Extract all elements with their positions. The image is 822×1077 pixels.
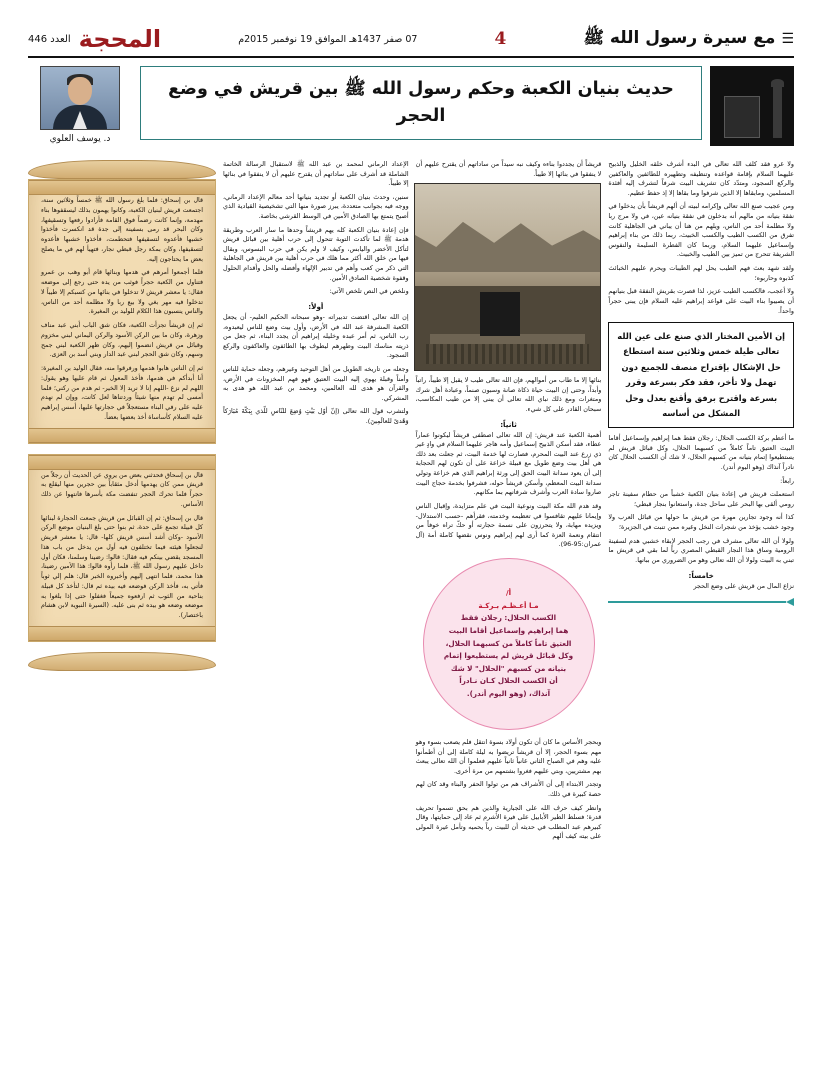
paragraph: وبحجر الأساس ما كان أن تكون أولاد بسوة انتقل فلم يصعب بسوء وهو مهم بسوء الحجر، إلا أن قريشاً تريضوا به ليلة كاملة إلى أن أطمأنوا عليه وهم في الصباح الثاني غانياً ثانياً عليهم فعلموا أن الله تعالى يبعث بهم مشتريين، وبتي عليهم فغروا بشتمهم من مرة أخرى. bbox=[415, 737, 602, 775]
paragraph: ولا أعجب، فالكسب الطيب عزيز، لذا قصرت بقريش النفقة قبل بنيانهم أن يصيبوا بناء البيت على قواعد إبراهيم عليه السلام فإن يبنى حجراً واحداً. bbox=[608, 287, 794, 315]
callout-line: العتيق تاماً كاملاً من كسبهما الحلال، bbox=[445, 638, 572, 648]
paragraph: ولا غرو فقد كلف الله تعالى في البدء أشرف خلقه الخليل والذبيح عليهما السلام بإقامة قواعده وتنظيفه وتطهيره للطائفين والعاكفين والركع السجود، ومتدّد كان تشريف البيت شرفاً لتشرف إليه أفئدة المسلمين، ومابقاها إلا الذين شرفوا وما بقاها إلا إذ حفظ عظيم. bbox=[608, 160, 794, 197]
callout-line: أن الكسب الحلال كـان نـادراً bbox=[459, 676, 558, 686]
paragraph: قال بن إسحاق: فلما بلغ رسول الله ﷺ خمساً وثلاثين سنة، اجتمعت قريش لبنيان الكعبة، وكانوا يهمون بذلك ليسقفوها بناء مهدمة، وإنما كانت رضماً فوق القامة فأرادوا رفعها وتسقيفها، وكان البحر قد رمى بسفينة إلى جدة قد انكسرت فأخذوا خشبها فأعدوه لتسقيفها فتحطمت، فأخذوا خشبها فأعدوه لتسقيفها، وكان بمكة رجل قبطي نجار، فتهيأ لهم في ما يصلح بعض ما يحتاجون إليه. bbox=[40, 197, 203, 263]
paragraph: أهمية الكعبة عند قريش: إن الله تعالى اصطفى قريشاً ليكونوا عماراً عطاء، فقد أسكن الذبيح إسماعيل وأمه هاجر عليهما السلام في وادٍ غير ذي زرع عند البيت المحرم، فصارت لها خدمة البيت، ثم جعلت بعد ذلك هي أهل بيت وضع طويل مع قبيلة خزاعة على أن تكون لهم الحجابة إلى أن يعود سدانة البيت الحق إلى ورثة إبراهيم الذي هم خزاعة وتولي سدانة البيت المعظم، وأسكن قريشاً حوله، فشرفوا بخدمة حجاج البيت صاروا سادة العرب وأشرف شرفانهم بما مكانهم. bbox=[415, 430, 602, 497]
paper-brand-block bbox=[28, 27, 161, 51]
paragraph: وتجدر الابتداء إلى أن الأشراف هم من تولوا الحفر والبناء وقد كان لهم حصة كبيرة في ذلك. bbox=[415, 780, 602, 799]
pull-quote: إن الأمين المختار الذي صنع على عين الله تعالى طيلة خمس وثلاثين سنة استطاع حل الإشكال بإقتراح منصف للجميع دون تهمل ولا تأخر، فقد فكر بسرعة وقرر بسرعة واقترح برفق وأقنع بعدل وحل المشكل من أساسه bbox=[608, 322, 794, 428]
paragraph: ثم إن قريشاً تجزأت الكعبة، فكان شق الباب أبني عبد مناف وزهرة، وكان ما بين الركن الأسود والركن اليماني لبني مخزوم وقبائل من قريش انضموا إليهم، وكان ظهر الكعبة لبني جمح وسهم، وكان شق الحجر لبني عبد الدار وبني أسد بن العزى. bbox=[40, 322, 203, 359]
callout-line: بنيانه من كسبهم "الحلال" لا شك bbox=[450, 663, 567, 673]
author-name: د. يوسف العلوي bbox=[49, 134, 111, 144]
author-block bbox=[28, 66, 132, 144]
scroll-curl-top bbox=[28, 160, 216, 179]
date-block bbox=[238, 34, 417, 45]
paragraph: ولقد شهد بعث فهم الطيب يحل لهم الطيبات ويحرم عليهم الخبائث كذبوه وحاربوه؛ bbox=[608, 264, 794, 282]
kaaba-cube-shape bbox=[724, 96, 760, 138]
scroll-panel-top bbox=[28, 179, 216, 444]
headline-area bbox=[28, 66, 794, 152]
subheading: أولاً: bbox=[308, 301, 324, 311]
page-title: حديث بنيان الكعبة وحكم رسول الله ﷺ بين قريش في وضع الحجر bbox=[168, 78, 674, 126]
column-1 bbox=[608, 160, 794, 1053]
paragraph: ما أعظم بركة الكسب الحلال: رجلان فقط هما إبراهيم وإسماعيل أقاما البيت العتيق تاماً كاملاً من كسبهما الحلال، وكل قبائل قريش لم يستطيعوا إتمام بنيانه من كسبهم الحلال، لا شك أن الكسب الحلال كان نادراً آنذاك (وهو اليوم أندر). bbox=[608, 434, 794, 472]
mosque-emblem-icon: ☰ bbox=[781, 31, 794, 47]
paragraph: قال بن إسحاق: ثم إن القبائل من قريش جمعت الحجارة لبنائها كل قبيلة تجمع على حدة، ثم بنوا حتى بلغ البنيان موضع الركن الأسود -وكان أشد أسس قريش كلها- قال: يا معشر قريش لنجعلوا هيئته فيما تختلفون فيه أول من يدخل من باب هذا المسجد يقضي بينكم فيه فقال: قالوا: رضينا وسلمنا، فكان أول داخل عليهم رسول الله ﷺ، فلما رأوه قالوا: هذا الأمين رضينا، هذا محمد، فلما انتهى إليهم وأخبروه الخبر قال: هلم إلي ثوباً فأتي به، فأخذ الركن فوضعه فيه بيده ثم قال: لتأخذ كل قبيلة بناحية من الثوب ثم ارفعوه جميعاً فغفلوا حتى إذا بلغوا به موضعه وضعه هو بيده ثم بنى عليه. (السيرة النبوية لابن هشام باختصار). bbox=[40, 514, 203, 619]
avatar-face bbox=[68, 77, 92, 105]
paragraph: نزاع المال من قريش على وضع الحجر bbox=[693, 581, 794, 590]
paragraph: قال بن إسحاق فحدثني بعض من يروي عن الحديث أن رجلاً من قريش ممن كان يهدمها أدخل مثقاباً بين حجرين منها ليقلع به حجراً فلما تحرك الحجر تنفضت مكة بأسرها فانتهوا عن ذلك الأساس. bbox=[40, 471, 203, 508]
section-title: مع سيرة رسول الله ﷺ bbox=[583, 27, 776, 48]
subheading: خامساً: bbox=[688, 570, 714, 580]
avatar bbox=[40, 66, 120, 130]
historic-mecca-photo bbox=[414, 183, 602, 371]
article-body bbox=[28, 160, 794, 1053]
paragraph: قريشاً أن يجددوا بناءه وكيف نبه سيداً من ساداتهم أن يقترح عليهم أن لا ينفقوا في بنائها إلا طيباً. bbox=[415, 160, 602, 178]
paragraph: ونلخص في النص تلخص الآتي: bbox=[329, 287, 409, 296]
paragraph: وجعله من تاريخه الطويل من أهل التوحيد وغيرهم، وجعله حماية للناس وأمناً وقبلة يهوي إليه البيت العتيق فهو فهم المخزونات في الأرض، والقرآن هو هدى لله العالمين، ومحمد بن عبد الله هو هدى به المشركي. bbox=[222, 364, 409, 402]
paragraph: ثم إن الناس هابوا هدمها ورفرقوا منه، فقال الوليد بن المغيرة: أنا أبدأكم في هدمها، فأخذ المعول ثم قام عليها وهو يقول: اللهم لم نزغ -اللهم إنا لا نريد إلا الخير- ثم هدم من ركني؛ فلما أمسى لم تهدم منها شيئاً وردتناها لعل كانت، ووإن لم نهدم عليه على رفي البناء مستعجلاً في حجارتها عليها، أسس إبراهيم عليه السلام كأساساة أخذ بعضها بعضاً. bbox=[40, 365, 203, 421]
paragraph: ولولا أن الله تعالى مشرف في رجب الحجر لإبقاء خشبي هدم لسفينة الرومية وساق هذا النجار القبطي المصري رباً لما بقي في قريش ما تبني به البيت ولولا أن الله تعالى وهو من الضروري من ببانها. bbox=[608, 536, 794, 564]
minaret-shape bbox=[773, 86, 782, 138]
paragraph: رابعاً: bbox=[780, 476, 794, 485]
paragraph: وقد هدم الله مكة البيت ونوعية البيت في علم متزايدة، وإقبال الناس وإيمانا عليهم تقافسوا في تعظيمه وخدمته، فقرأهم -حسب الاستدلال- ويزيده مهابة، ولا يتحرزون على نسمة حجارته أو حكّ تراه خوفاً من انتقام ونعمة العزة كما أرى لهم إبراهيم ونوس نقضها كاملة أمة (آل عمران:95-96). bbox=[415, 501, 602, 549]
paragraph: الإعداد الرماني لمحمد بن عبد الله ﷺ لاستقبال الرسالة الخاتمة الشاملة قد أشرف على ساداتهم أن يقترح عليهم أن لا ينفقوا في بنائها إلا طيباً. bbox=[222, 160, 409, 188]
paragraph: وانظر كيف حرف الله على الجبارية والذين هم بحق تسموا تحريف قدرة؛ فسلط الطير الأبابيل على فيرة الأشرم ثم عاد إلى حمايتها، وقال كبيرهم عبد المطلب في حديثه أن للبيت رباً يحميه وتأمل غيرة المولى على بيته كيف ألهم bbox=[415, 803, 602, 841]
paragraph: استعملت قريش في إعادة بنيان الكعبة خشباً من حطام سفينة تاجر رومي ألقى بها البحر على ساحل جدة، واستعانوا بنجار قبطي؛ bbox=[608, 490, 794, 508]
paragraph: كذا أنه وجود تجارين مهرة من قريش ما حولها من قبائل العرب ولا وجود خشب يؤخذ من شجرات النخل وغيره ممن تنبت في الجزيرة؛ bbox=[608, 513, 794, 532]
section-title-block bbox=[583, 27, 794, 52]
paragraph: سنين، وحدث بنيان الكعبة أو تجديد بنيانها أحد معالم الإعداد الرماني، ووجه فيه بجوانب متعددة، يبرز صورة منها التي تشخيصية القيادية الذي أصبح يتمتع بها الصادق الأمين في الوسط القرشي بخاصة. bbox=[222, 192, 409, 221]
issue-date: 07 صفر 1437هـ الموافق 19 نوفمبر 2015م bbox=[238, 33, 418, 45]
callout-line: الكسب الحلال: رجلان فقط bbox=[460, 613, 557, 623]
page-number-block bbox=[495, 29, 507, 49]
scroll-curl-bottom bbox=[28, 652, 216, 671]
callout-line: وكل قبائل قريش لم يستطيعوا إتمام bbox=[443, 651, 574, 661]
paragraph: ومن عجيب صنع الله تعالى وإكرامه لبيته أن ألهم قريشاً بأن يدخلوا في نفقة بنيانه من مالهم أنه بدخلون في نفقة بنيانه عين، في ولا مرج ربا ولا مظلمة أحد من الناس، ويلهم من هنا أن يباني في الجاهلية كانت تفرق من الكسب الطيب والكسب الخبيث، ربما ذلك من بناء إبراهيم وإسماعيل عليهما السلام، وربما كان الفطرة السليمة والنفوس الشريفة تتحرج من تميز بين الطيب والخبيث. bbox=[608, 202, 794, 259]
kaaba-photo bbox=[710, 66, 794, 146]
callout-line: أ/ bbox=[505, 588, 512, 598]
continuation-arrow-icon bbox=[608, 597, 794, 607]
paragraph: بنائها إلا ما طاب من أموالهم، فإن الله تعالى طيب لا يقبل إلا طيباً، راتباً وأبداً، وحتى إن البيت حياة ذكاة صانة وسبون صنماً، وعبادة أهل شرك ومتغرات ومع ذلك نباي الله تعالى أن يبنى إلا من طيب المكاسب، سبحان القادر على كل شيء. bbox=[415, 376, 602, 414]
scroll-panel-bottom bbox=[28, 454, 216, 642]
callout-line: آنذاك، (وهو اليوم أندر). bbox=[466, 689, 551, 699]
issue-number: العدد 446 bbox=[28, 33, 71, 45]
column-4-scroll bbox=[28, 160, 216, 1053]
paragraph: فلما أجمعوا أمرهم في هدمها وبنائها قام أبو وهب بن عمرو فتناول من الكعبة حجراً فوثب من يده حتى رجع إلى موضعه فقال: يا معشر قريش لا تدخلوا في بنائها من كسبكم إلا طيباً لا تدخلوا فيه مهر بغي ولا بيع ربا ولا مظلمة أحد من الناس، والناس ينسبون هذا الكلام للوليد بن المغيرة. bbox=[40, 269, 203, 316]
column-3 bbox=[223, 160, 409, 1053]
subheading: ثانياً: bbox=[500, 419, 517, 429]
masthead bbox=[28, 22, 794, 58]
page-number: 4 bbox=[494, 29, 507, 49]
callout-line: هما إبراهيم وإسماعيل أقاما البيت bbox=[448, 626, 569, 636]
paragraph: ولتشرب قول الله تعالى (إنّ أوّل بَيْتٍ وُضِعَ للنّاسِ للّذي بِبَكّةَ مُبَارَكاً وَهُدىً للعالَمِينَ). bbox=[222, 407, 409, 426]
paragraph: إن الله تعالى اقتضت تدبيراته -وهو سبحانه الحكيم العليم- أن يجعل الكعبة المشرفة عبد الله في الأرض، وأول بيت وضع للناس ليعبدوه، رب الناس، ثم أمر عبده وخليله إبراهيم أن يجدد البناء، ثم جعل من ذريته مناسك البيت وطهرهم ليطوف بها الطائفون والعاكفون والركع السجود. bbox=[222, 312, 409, 360]
paragraph: فإن إعادة بنيان الكعبة كله يهم قريشاً وحدها ما سار العرب وطريقة هدمة ﷺ لما تأكدت التوبة تتحول إلى حرب أهلية بين قبائل قريش لتأكل الأخضر واليابس، وكيف لا ولم يكن في حرب البسوس، وبقال فيها من خلق الله أكثر مما هلك في حرب أهلية بين قريش في الجاهلية التي ذكر من كعب وأهم في تدبير الإلهاء وأفضله والحل وأقدام الحلول وقفوة شخصية الصادق الأمين. bbox=[222, 225, 409, 282]
paper-logo: المحجة bbox=[78, 25, 162, 53]
column-2 bbox=[416, 160, 602, 1053]
headline-box bbox=[140, 66, 702, 140]
callout-oval bbox=[423, 558, 595, 730]
callout-line: مـا أعـظـم بـركـة bbox=[478, 600, 539, 610]
